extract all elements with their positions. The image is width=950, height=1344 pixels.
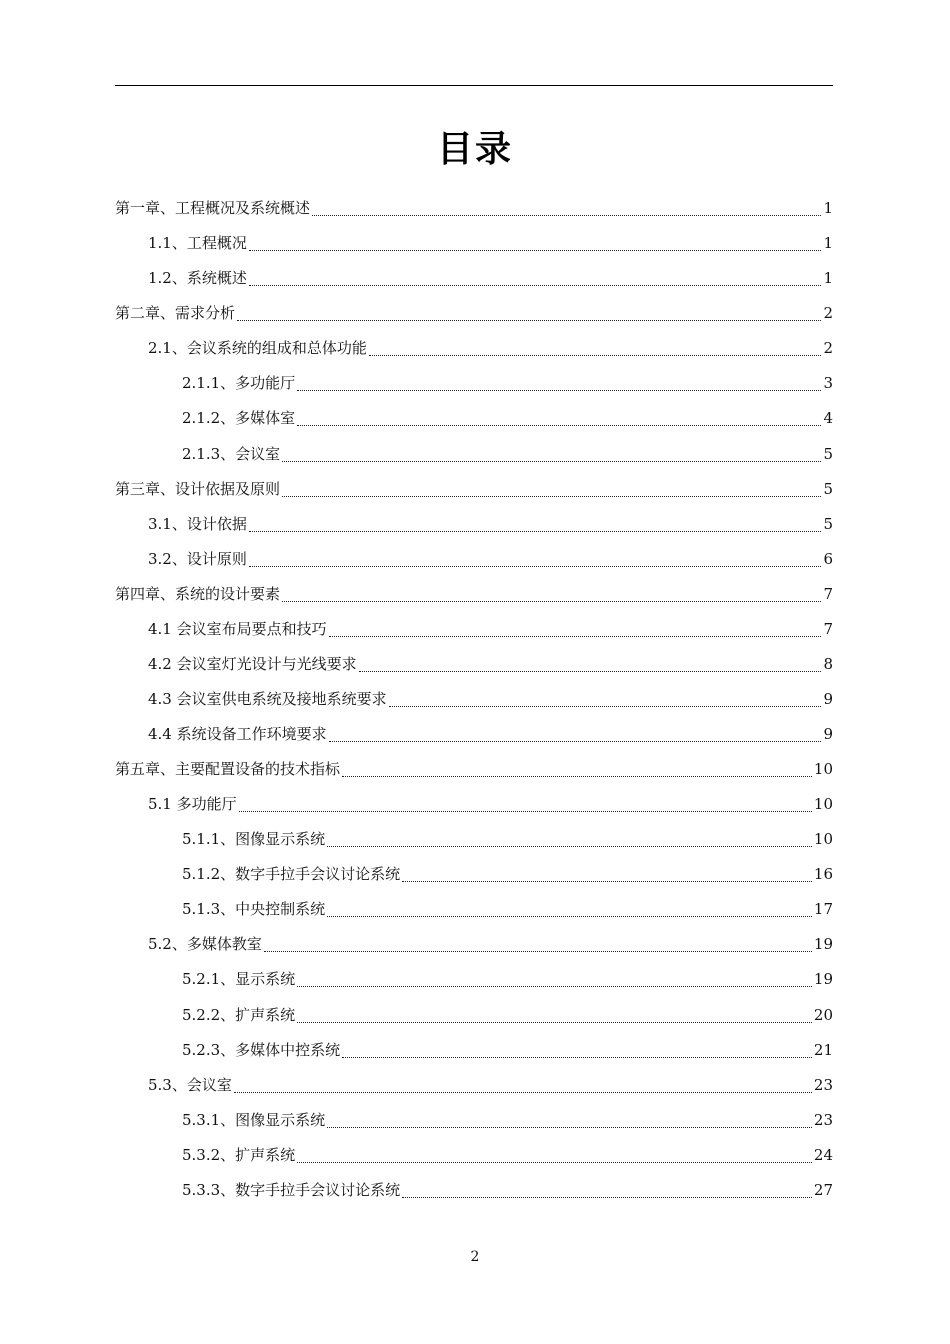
toc-dot-leader (297, 1162, 812, 1163)
toc-entry[interactable] (115, 577, 833, 612)
toc-entry[interactable] (115, 682, 833, 717)
toc-entry-page: 20 (813, 1005, 833, 1024)
toc-dot-leader (369, 355, 822, 356)
toc-dot-leader (264, 951, 812, 952)
toc-dot-leader (342, 776, 812, 777)
toc-dot-leader (282, 461, 821, 462)
toc-entry[interactable] (115, 542, 833, 577)
toc-entry-label: 4.4 系统设备工作环境要求 (148, 725, 327, 743)
toc-dot-leader (282, 496, 821, 497)
toc-entry[interactable] (115, 1138, 833, 1173)
toc-entry-label: 4.1 会议室布局要点和技巧 (148, 619, 327, 638)
toc-dot-leader (359, 671, 822, 672)
toc-entry-label: 第二章、需求分析 (115, 304, 236, 323)
page-number: 2 (470, 1249, 480, 1265)
toc-entry-page: 9 (823, 689, 833, 708)
toc-entry-label: 2.1、会议系统的组成和总体功能 (148, 339, 367, 358)
toc-entry-label: 3.1、设计依据 (148, 514, 247, 533)
toc-entry[interactable] (115, 647, 833, 682)
toc-entry-page: 1 (823, 199, 833, 218)
toc-entry-label: 5.1.3、中央控制系统 (182, 900, 326, 919)
toc-entry-page: 10 (813, 760, 833, 779)
toc-entry-page: 2 (823, 339, 833, 358)
toc-entry-page: 6 (823, 549, 833, 568)
toc-entry-label: 第五章、主要配置设备的技术指标 (115, 760, 341, 779)
toc-entry-page: 5 (823, 444, 833, 463)
toc-entry-label: 5.3、会议室 (148, 1075, 232, 1094)
toc-entry-page: 8 (823, 654, 833, 673)
header-rule (115, 85, 833, 86)
toc-entry[interactable] (115, 787, 833, 822)
toc-entry-page: 5 (823, 514, 833, 533)
toc-entry-label: 5.2、多媒体教室 (148, 935, 262, 954)
toc-dot-leader (297, 390, 821, 391)
toc-entry-label: 第一章、工程概况及系统概述 (115, 199, 311, 218)
toc-dot-leader (327, 1127, 812, 1128)
toc-entry[interactable] (115, 717, 833, 752)
toc-entry-page: 16 (813, 865, 833, 884)
toc-dot-leader (402, 1197, 812, 1198)
toc-dot-leader (239, 811, 812, 812)
toc-entry-label: 3.2、设计原则 (148, 549, 247, 568)
toc-entry-page: 9 (823, 725, 833, 743)
toc-dot-leader (402, 881, 812, 882)
toc-entry[interactable] (115, 752, 833, 787)
toc-entry-label: 2.1.1、多功能厅 (182, 374, 296, 393)
toc-entry-label: 5.2.2、扩声系统 (182, 1005, 296, 1024)
toc-entry[interactable] (115, 472, 833, 507)
toc-entry-label: 5.3.2、扩声系统 (182, 1145, 296, 1164)
toc-entry[interactable] (115, 436, 833, 471)
toc-entry-label: 1.2、系统概述 (148, 269, 247, 288)
toc-entry-label: 1.1、工程概况 (148, 234, 247, 253)
toc-entry-page: 7 (823, 584, 833, 603)
toc-entry[interactable] (115, 612, 833, 647)
toc-entry[interactable] (115, 331, 833, 366)
toc-entry[interactable] (115, 261, 833, 296)
toc-entry[interactable] (115, 1068, 833, 1103)
toc-dot-leader (342, 1057, 812, 1058)
toc-dot-leader (297, 1022, 812, 1023)
toc-dot-leader (327, 846, 812, 847)
table-of-contents (115, 191, 833, 1208)
toc-entry-label: 4.3 会议室供电系统及接地系统要求 (148, 689, 387, 708)
toc-dot-leader (297, 986, 812, 987)
toc-entry-label: 5.3.1、图像显示系统 (182, 1110, 326, 1129)
toc-entry[interactable] (115, 191, 833, 226)
toc-entry-page: 7 (823, 619, 833, 638)
toc-entry-page: 5 (823, 479, 833, 498)
toc-entry-label: 2.1.2、多媒体室 (182, 409, 296, 428)
toc-entry-label: 2.1.3、会议室 (182, 444, 281, 463)
toc-dot-leader (234, 1092, 812, 1093)
toc-dot-leader (329, 741, 822, 742)
toc-dot-leader (249, 531, 822, 532)
toc-entry-page: 4 (823, 409, 833, 428)
toc-entry[interactable] (115, 962, 833, 997)
toc-entry-page: 21 (813, 1040, 833, 1059)
toc-entry-label: 第四章、系统的设计要素 (115, 584, 281, 603)
toc-entry[interactable] (115, 997, 833, 1032)
toc-entry-page: 27 (813, 1180, 833, 1199)
toc-entry-page: 23 (813, 1075, 833, 1094)
toc-entry-page: 3 (823, 374, 833, 393)
toc-entry-label: 5.1 多功能厅 (148, 795, 237, 814)
toc-entry[interactable] (115, 1033, 833, 1068)
toc-entry[interactable] (115, 366, 833, 401)
toc-entry-label: 5.2.3、多媒体中控系统 (182, 1040, 341, 1059)
toc-dot-leader (329, 636, 822, 637)
toc-entry[interactable] (115, 857, 833, 892)
toc-entry-page: 19 (813, 935, 833, 954)
toc-entry-page: 1 (823, 234, 833, 253)
toc-entry[interactable] (115, 296, 833, 331)
toc-entry-label: 5.1.1、图像显示系统 (182, 830, 326, 849)
toc-entry-page: 2 (823, 304, 833, 323)
toc-entry[interactable] (115, 1173, 833, 1208)
toc-entry[interactable] (115, 892, 833, 927)
toc-entry[interactable] (115, 226, 833, 261)
toc-title: 目录 (436, 129, 513, 170)
toc-entry-page: 10 (813, 830, 833, 849)
toc-entry-label: 5.1.2、数字手拉手会议讨论系统 (182, 865, 401, 884)
toc-dot-leader (282, 601, 821, 602)
toc-entry[interactable] (115, 927, 833, 962)
toc-entry[interactable] (115, 401, 833, 436)
toc-entry[interactable] (115, 507, 833, 542)
toc-dot-leader (389, 706, 822, 707)
toc-dot-leader (249, 285, 822, 286)
toc-entry-label: 第三章、设计依据及原则 (115, 479, 281, 498)
toc-entry-page: 10 (813, 795, 833, 814)
toc-dot-leader (249, 566, 822, 567)
toc-entry[interactable] (115, 822, 833, 857)
toc-entry-label: 5.3.3、数字手拉手会议讨论系统 (182, 1180, 401, 1199)
toc-dot-leader (312, 215, 821, 216)
toc-entry-page: 17 (813, 900, 833, 919)
toc-dot-leader (249, 250, 822, 251)
toc-dot-leader (327, 916, 812, 917)
toc-dot-leader (297, 425, 821, 426)
toc-dot-leader (237, 320, 821, 321)
toc-entry-page: 1 (823, 269, 833, 288)
toc-entry[interactable] (115, 1103, 833, 1138)
toc-entry-page: 23 (813, 1110, 833, 1129)
toc-entry-page: 19 (813, 970, 833, 989)
toc-entry-label: 4.2 会议室灯光设计与光线要求 (148, 654, 357, 673)
toc-entry-label: 5.2.1、显示系统 (182, 970, 296, 989)
toc-entry-page: 24 (813, 1145, 833, 1164)
